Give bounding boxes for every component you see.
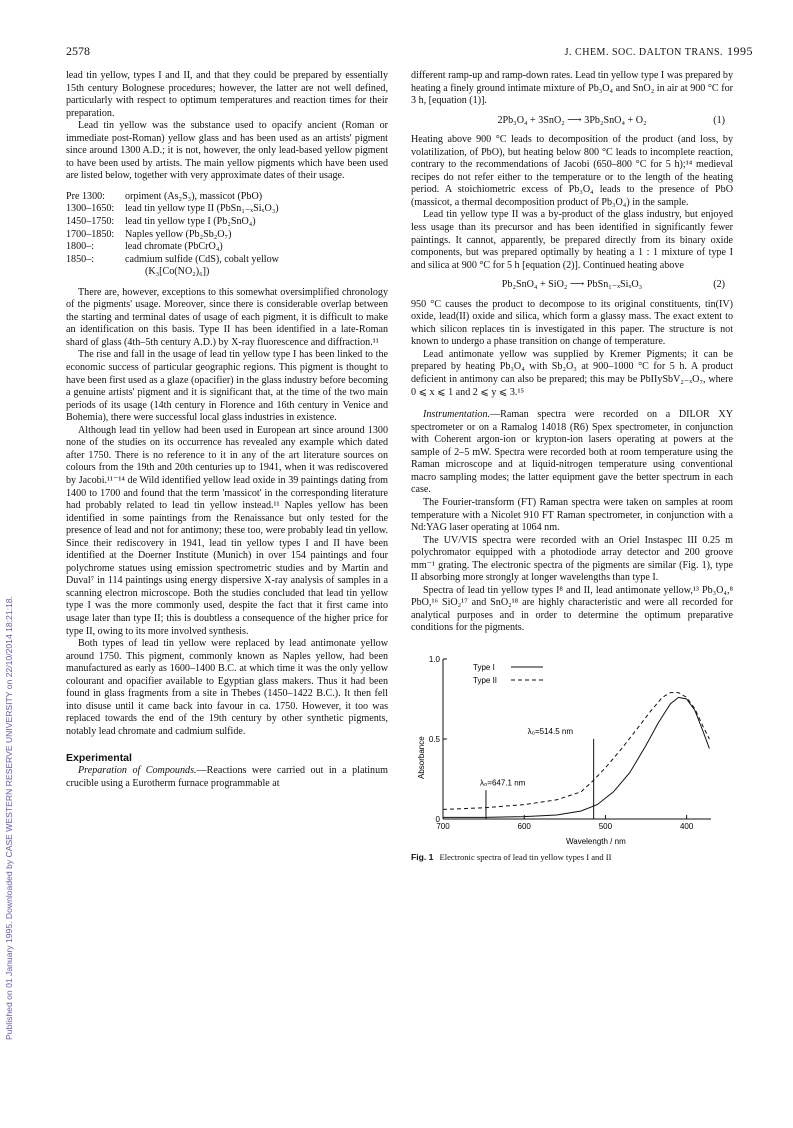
figure-1 [411,649,733,849]
date-range: Pre 1300: [66,190,105,202]
equation-number: (2) [713,279,725,291]
pigment-date-list [66,191,388,279]
equation-number: (1) [713,114,725,126]
series-line-type-i [443,697,709,817]
paragraph: Although lead tin yellow had been used in European art since around 1300 none of the studies on its occurrence has revealed any example which dated after 1750. There is no reference to it in any of the art literature sources on colours from the 19th and 20th centuries up to 1941, when it was rediscovered by Jacobi.¹¹⁻¹⁴ de Wild identified yellow lead oxide in 39 paintings dating from 1400 to 1700 and found that the term 'massicot' in the corresponding literature had probably related to lead tin yellow instead.¹¹ Naples yellow has been identified in some paintings from the Renaissance but only tested for the presence of lead and not for antimony; these too, were probably lead tin yellow. Since their rediscovery in 1941, lead tin yellow types I and II have been identified at the Doerner Institute (Munich) in over 154 paintings and four polychrome statues using emission spectrometric studies and by Martin and Duval⁷ in 114 paintings using energy dispersive X-ray analysis of samples in a scanning electron microscope. Both the studies concluded that lead tin yellow type I was the more commonly used, despite the fact that it first came into usage later than type II; this is doubtless a consequence of the higher price for type II, owing to its more involved synthesis. [66,424,388,637]
caption-text: Electronic spectra of lead tin yellow types I and II [439,851,612,862]
date-range: 1850–: [66,253,95,265]
equation-1 [411,115,733,128]
journal-year: 1995 [727,44,753,58]
run-in-heading: Preparation of Compounds. [78,764,197,776]
legend-label: Type I [473,662,495,672]
y-tick-label: 0 [435,814,440,824]
equation-2 [411,279,733,292]
laser-annotation: λ₀=647.1 nm [479,778,526,788]
paragraph: The rise and fall in the usage of lead tin yellow type I has been linked to the economic success of particular geographic regions. This pigment is thought to have been first used as a glaze (opacifier) in the glass industry before becoming a genuine artists' pigment and it is significant that, at the time of the two main periods of its usage (14th century in Florence and 16th century in Venice and Bohemia), there were successful local glass industries in existence. [66,349,388,424]
equation-body: Pb₂SnO₄ + SiO₂ ⟶ PbSn₁₋ₓSiₓO₃ [501,279,643,291]
journal-name: J. CHEM. SOC. DALTON TRANS. [564,47,723,58]
date-row [66,203,388,216]
paragraph: The Fourier-transform (FT) Raman spectra were taken on samples at room temperature with a Nicolet 910 FT Raman spectrometer, in conjunction with a Nd:YAG laser operating at 1064 nm. [411,496,733,534]
date-row [66,241,388,254]
paragraph-text: —Raman spectra were recorded on a DILOR XY spectrometer or on a Ramalog 14018 (R6) Spex spectrometer, in conjunction with Coherent argon-ion or krypton-ion lasers operating at powers at the sample of 2–5 mW. Spectra were recorded both at room temperature using the Raman microscope and at liquid-nitrogen temperature using conventional macro sampling modes; the latter equipment gave the better spectrum in each case. [411,409,733,496]
right-column [411,70,733,864]
date-range [66,266,125,279]
paragraph [411,409,733,497]
date-row [66,266,388,279]
date-row [66,229,388,242]
paragraph: 950 °C causes the product to decompose to its original constituents, tin(IV) oxide, lead(II) oxide and silica, which form a glassy mass. The exact extent to which silicon replaces tin is investigated in this paper. The structure is not known to undergo a phase transition on change of temperature. [411,298,733,348]
paragraph: Heating above 900 °C leads to decomposition of the product (and loss, by volatilization, of PbO), but heating below 800 °C leads to incomplete reaction, contrary to the recommendations of Jacobi (650–800 °C for 5 h);¹⁴ medieval recipes do not refer either to the temperature or to the length of the heating period. A stoichiometric excess of Pb₃O₄ leads to the presence of PbO (massicot, a thermal decomposition product of Pb₃O₄) in the sample. [411,134,733,208]
series-line-type-ii [443,693,709,810]
date-range: 1450–1750: [66,216,115,228]
y-tick-label: 0.5 [428,734,440,744]
pigment-name: lead chromate (PbCrO₄) [125,241,223,253]
paragraph: Lead antimonate yellow was supplied by Kremer Pigments; it can be prepared by heating Pb₃O₄ with Sb₂O₃ at 900–1000 °C for 5 h. A product deficient in antimony can also be prepared; this may be PbIIySbV₂₋ₓO₇, where 0 ⩽ x ⩽ 1 and 2 ⩽ y ⩽ 3.¹⁵ [411,348,733,398]
y-axis-label: Absorbance [417,736,426,779]
date-row [66,216,388,229]
figure-caption [411,851,733,864]
pigment-name: orpiment (As₂S₃), massicot (PbO) [125,190,263,202]
spectrum-chart [411,649,733,849]
paragraph: Lead tin yellow was the substance used to opacify ancient (Roman or immediate post-Roman) yellow glass and has been used as an artists' pigment since around 1300 A.D.; it is not, however, the only lead-based yellow pigment to have been used by artists. The main yellow pigments which have been used are listed below, together with very approximate dates of their usage. [66,120,388,182]
paragraph: different ramp-up and ramp-down rates. Lead tin yellow type I was prepared by heating a finely ground intimate mixture of Pb₃O₄ and SnO₂ in air at 900 °C for 3 h, [equation (1)]. [411,70,733,107]
paragraph: The UV/VIS spectra were recorded with an Oriel Instaspec III 0.25 m polychromator equipped with a photodiode array detector and 200 groove mm⁻¹ grating. The electronic spectra of the pigments are similar (Fig. 1), type II absorbing more strongly at longer wavelengths than type I. [411,534,733,584]
pigment-name: (K₃[Co(NO₂)₆]) [145,266,210,278]
date-range: 1700–1850: [66,228,115,240]
page-number: 2578 [66,44,90,58]
run-in-heading: Instrumentation. [423,409,491,421]
section-heading: Experimental [66,752,132,765]
y-tick-label: 1.0 [428,654,440,664]
paragraph: lead tin yellow, types I and II, and that they could be prepared by essentially 15th century Bolognese procedures; however, the latter are not well defined, particularly with respect to optimum temperatures and reaction times for their preparation. [66,70,388,119]
paragraph: Spectra of lead tin yellow types I⁸ and II, lead antimonate yellow,¹³ Pb₃O₄,⁸ PbO,¹⁶ SiO₂¹⁷ and SnO₂¹⁸ are highly characteristic and were all recorded for analytical purposes and in order to determine the optimum preparative conditions for the pigments. [411,584,733,634]
x-tick-label: 700 [436,821,450,831]
figure-label: Fig. 1 [411,851,434,862]
paragraph: There are, however, exceptions to this somewhat oversimplified chronology of the pigments' usage. Moreover, since there is considerable overlap between the starting and terminal dates of usage of each pigment, it is difficult to make an identification on this basis. Type II has been identified in a late-Roman shard of glass (4th–5th century A.D.) by X-ray fluorescence and diffraction.¹¹ [66,286,388,348]
journal-header [565,44,753,59]
x-tick-label: 600 [517,821,531,831]
left-column [66,70,388,790]
legend-label: Type II [473,675,498,685]
paragraph [66,765,388,790]
plot-area [429,655,711,831]
date-range: 1300–1650: [66,203,115,215]
download-sidebar [4,180,16,1050]
x-tick-label: 400 [679,821,694,831]
date-row [66,191,388,204]
paragraph: Lead tin yellow type II was a by-product of the glass industry, but enjoyed less usage than its precursor and has been identified in significantly fewer paintings. It cannot, apparently, be prepared directly from its binary oxide components, but was prepared optimally by heating a 1 : 1 mixture of type I and silica at 900 °C for 5 h [equation (2)]. Continued heating above [411,209,733,271]
paragraph: Both types of lead tin yellow were replaced by lead antimonate yellow around 1750. This pigment, commonly known as Naples yellow, had been manufactured as early as 1600–1400 B.C. at which time it was the only yellow colourant and opacifier available to Egyptian glass makers. Thus it had been found in glass fragments from a site in Thebes (1450–1422 B.C.). It then fell into disuse until it came back into favour in ca. 1750. However, it too was replaced towards the end of the 19th century by other synthetic pigments, notably lead chromate and cadmium sulfide. [66,638,388,737]
paragraph-text: —Reactions were carried out in a platinum crucible using a Eurotherm furnace programmable at [66,764,389,789]
laser-annotation: λ₀=514.5 nm [527,727,574,737]
pigment-name: lead tin yellow type II (PbSn₁₋ₓSiₓO₃) [125,203,279,215]
date-row [66,254,388,267]
equation-body: 2Pb₃O₄ + 3SnO₂ ⟶ 3Pb₂SnO₄ + O₂ [497,114,647,126]
pigment-name: lead tin yellow type I (Pb₂SnO₄) [125,216,256,228]
x-axis-label: Wavelength / nm [566,836,626,846]
pigment-name: Naples yellow (Pb₂Sb₂O₇) [125,228,232,240]
pigment-name: cadmium sulfide (CdS), cobalt yellow [125,253,279,265]
x-tick-label: 500 [598,821,613,831]
date-range: 1800–: [66,241,95,253]
download-notice: Published on 01 January 1995. Downloaded by CASE WESTERN RESERVE UNIVERSITY on 22/10/2014 18:21:18. [4,596,14,1040]
